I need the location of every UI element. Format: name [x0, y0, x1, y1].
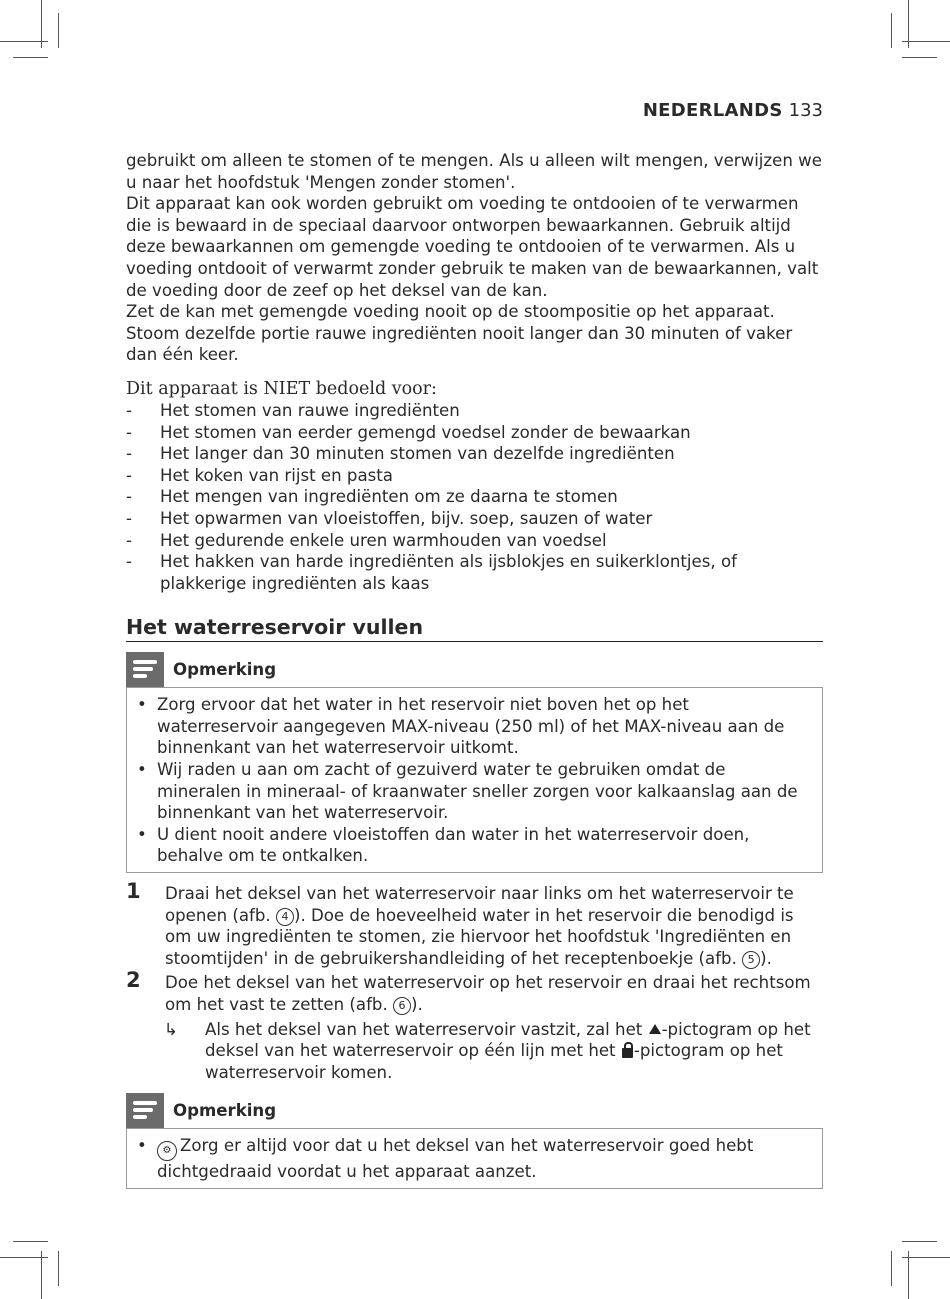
list-item: - Het mengen van ingrediënten om ze daarna te stomen — [126, 487, 618, 507]
intro-paragraph: Dit apparaat kan ook worden gebruikt om voeding te ontdooien of te verwarmen die is bewaard in de speciaal daarvoor ontworpen bewaarkannen. Gebruik altijd deze bewaarkannen om gemengde voeding te ontdooien of te verwarmen. Als u voeding ontdooit of verwarmt zonder gebruik te maken van de bewaarkannen, valt de voeding door de zeef op het deksel van de kan. — [126, 194, 819, 300]
intro-paragraph: Zet de kan met gemengde voeding nooit op de stoompositie op het apparaat. Stoom dezelfde portie rauwe ingrediënten nooit langer dan 30 minuten of vaker dan één keer. — [126, 302, 793, 365]
bullet: • — [137, 1136, 147, 1156]
note-box — [126, 687, 823, 873]
figure-number: 4 — [276, 908, 294, 926]
crop-mark — [58, 13, 59, 48]
note-icon — [126, 1093, 164, 1128]
crop-mark — [13, 1241, 48, 1242]
note-item: • U dient nooit andere vloeistoffen dan water in het waterreservoir doen, behalve om te ontkalken. — [137, 824, 750, 866]
step-item: 1 Draai het deksel van het waterreservoir naar links om het waterreservoir te openen (afb. 4 ). Doe de hoeveelheid water in het reservoir die benodigd is om uw ingrediënten te stomen, zie hiervoor het hoofdstuk 'Ingrediënten en stoomtijden' in de gebruikershandleiding of het receptenboekje (afb. 5 ). — [126, 879, 794, 968]
list-item: - Het gedurende enkele uren warmhouden van voedsel — [126, 530, 607, 550]
crop-mark — [41, 1251, 42, 1299]
crop-mark — [902, 57, 937, 58]
language-label: NEDERLANDS — [642, 100, 783, 121]
dash-marker: - — [126, 487, 132, 507]
crop-mark — [908, 1251, 909, 1299]
note-header — [126, 652, 823, 687]
note-item: • ⚙ Zorg er altijd voor dat u het deksel van het waterreservoir goed hebt dichtgedraaid voordat u het apparaat aanzet. — [137, 1136, 754, 1182]
not-intended-title: Dit apparaat is NIET bedoeld voor: — [126, 378, 437, 399]
crop-mark — [891, 13, 892, 48]
crop-mark — [902, 41, 950, 42]
list-item: - Het langer dan 30 minuten stomen van dezelfde ingrediënten — [126, 444, 675, 464]
note-header — [126, 1093, 823, 1128]
list-item: - Het stomen van rauwe ingrediënten — [126, 400, 460, 420]
crop-mark — [58, 1251, 59, 1286]
bullet: • — [137, 824, 147, 844]
figure-number: 6 — [393, 997, 411, 1015]
page-number: 133 — [788, 100, 823, 121]
note-label: Opmerking — [173, 660, 277, 680]
list-item: - Het koken van rijst en pasta — [126, 465, 393, 485]
step-result: ↳ Als het deksel van het waterreservoir vastzit, zal het -pictogram op het deksel van het waterreservoir op één lijn met het -pictogram op het waterreservoir komen. — [164, 1019, 811, 1082]
page-content — [126, 150, 823, 1189]
dash-marker: - — [126, 552, 132, 572]
dash-marker: - — [126, 444, 132, 464]
dash-marker: - — [126, 530, 132, 550]
crop-mark — [902, 1241, 937, 1242]
dash-marker: - — [126, 508, 132, 528]
note-item: • Zorg ervoor dat het water in het reservoir niet boven het op het waterreservoir aangegeven MAX-niveau (250 ml) of het MAX-niveau aan de binnenkant van het waterreservoir uitkomt. — [137, 695, 785, 758]
step-number: 2 — [126, 968, 141, 993]
intro-paragraph: gebruikt om alleen te stomen of te mengen. Als u alleen wilt mengen, verwijzen we u naar het hoofdstuk 'Mengen zonder stomen'. — [126, 151, 822, 192]
list-item: - Het hakken van harde ingrediënten als ijsblokjes en suikerklontjes, of plakkerige ingrediënten als kaas — [126, 552, 737, 593]
lock-icon — [622, 1042, 633, 1058]
step-item: 2 Doe het deksel van het waterreservoir op het reservoir en draai het rechtsom om het vast te zetten (afb. 6 ). — [126, 968, 811, 1014]
crop-mark — [41, 0, 42, 48]
list-item: - Het opwarmen van vloeistoffen, bijv. soep, sauzen of water — [126, 508, 653, 528]
crop-mark — [891, 1251, 892, 1286]
note-label: Opmerking — [173, 1101, 277, 1121]
crop-mark — [902, 1257, 950, 1258]
note-item: • Wij raden u aan om zacht of gezuiverd water te gebruiken omdat de mineralen in mineraal- of kraanwater sneller zorgen voor kalkaanslag aan de binnenkant van het waterreservoir. — [137, 760, 798, 823]
dash-marker: - — [126, 422, 132, 442]
bullet: • — [137, 760, 147, 780]
steps-list — [126, 879, 823, 1083]
result-arrow-icon: ↳ — [164, 1019, 178, 1039]
not-intended-list — [126, 400, 823, 594]
lid-closed-icon: ⚙ — [157, 1141, 177, 1161]
crop-mark — [908, 0, 909, 48]
triangle-icon — [649, 1024, 661, 1034]
dash-marker: - — [126, 465, 132, 485]
dash-marker: - — [126, 400, 132, 420]
bullet: • — [137, 695, 147, 715]
note-box — [126, 1128, 823, 1189]
list-item: - Het stomen van eerder gemengd voedsel zonder de bewaarkan — [126, 422, 691, 442]
page-header — [643, 100, 823, 121]
crop-mark — [13, 57, 48, 58]
note-icon — [126, 652, 164, 687]
section-title: Het waterreservoir vullen — [126, 614, 823, 642]
figure-number: 5 — [742, 951, 760, 969]
step-number: 1 — [126, 879, 141, 904]
